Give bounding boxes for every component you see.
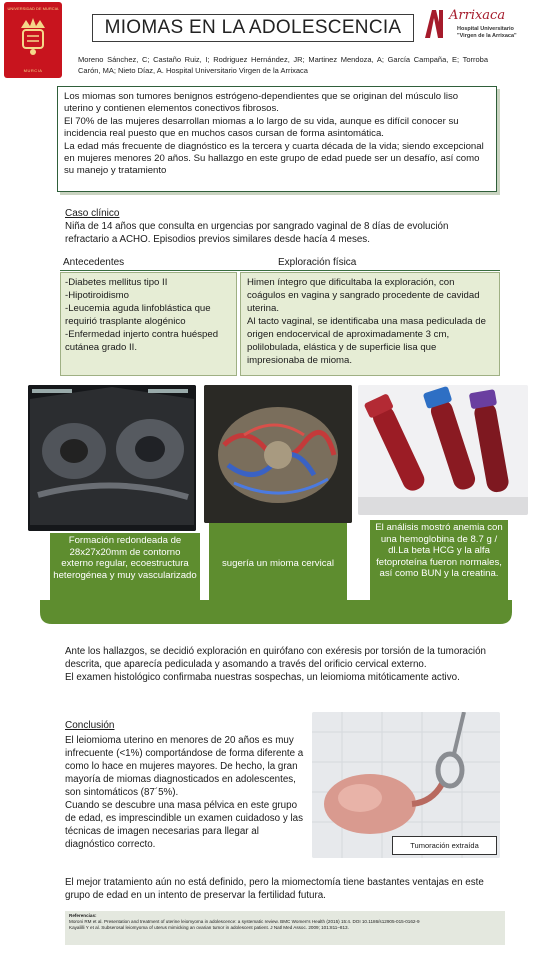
antecedente-item: -Enfermedad injerto contra huésped cutánea grado II. [65, 329, 219, 353]
antecedente-item: -Leucemia aguda linfoblástica que requirió trasplante alogénico [65, 303, 211, 327]
finding-ultrasound [50, 533, 200, 605]
finding-caption: sugería un mioma cervical [222, 558, 334, 570]
conclusion-paragraph: El leiomioma uterino en menores de 20 años es muy infrecuente (<1%) comportándose de forma diferente a como lo hace en mujeres mayores. De hecho, la gran mayoría de miomas diagnosticados en adolescentes, son sintomáticos (87´5%). [65, 735, 304, 798]
finding-labs [370, 520, 508, 606]
hospital-mark-icon [423, 8, 445, 40]
decision-paragraph: El examen histológico confirmaba nuestras sospechas, un leiomioma mitóticamente activo. [65, 672, 460, 683]
antecedente-item: -Diabetes mellitus tipo II [65, 277, 168, 288]
intro-paragraph: El 70% de las mujeres desarrollan miomas a lo largo de su vida, aunque es difícil conocer su incidencia real puesto que en muchos casos cursan de forma asintomática. [64, 115, 459, 140]
finding-caption: El análisis mostró anemia con una hemoglobina de 8.7 g / dl.La beta HCG y la alfa fetoproteína fueron normales, así como BUN y la creatina. [375, 522, 503, 579]
exploracion-text: Al tacto vaginal, se identificaba una masa pediculada de origen endocervical de aproximadamente 3 cm, polilobulada, elástica y de superficie lisa que impresionaba de mioma. [247, 316, 486, 366]
blood-tubes-image [358, 385, 528, 515]
hospital-logo: Arrixaca Hospital Universitario "Virgen de la Arrixaca" [421, 4, 533, 46]
intro-paragraph: Los miomas son tumores benignos estrógeno-dependientes que se originan del músculo liso uterino y contienen elementos conectivos fibrosos. [64, 91, 459, 115]
finding-doppler [209, 523, 347, 605]
exploracion-heading: Exploración física [278, 257, 357, 268]
exploracion-box [240, 272, 500, 376]
doppler-image [204, 385, 352, 523]
case-heading: Caso clínico [65, 208, 120, 219]
reference-item: Kayalilli Y et al. Subserosal leiomyoma of uterus mimicking an ovarian tumor in adolescent patient. J Natl Med Assoc. 2009; 101:811–813. [69, 925, 349, 931]
conclusion-heading: Conclusión [65, 720, 115, 731]
antecedentes-box [60, 272, 237, 376]
surgery-caption: Tumoración extraída [392, 836, 497, 855]
antecedente-item: -Hipotiroidismo [65, 290, 129, 301]
reference-item: Moroni RM et al. Presentation and treatment of uterine leiomyoma in adolescence: a systematic review. BMC Women's Health (2015) 15:4. DOI 10.1186/s12905-015-0162-9 [69, 919, 420, 925]
references-heading: Referencias: [69, 913, 97, 918]
authors-line: Moreno Sánchez, C; Castaño Ruiz, I; Rodriguez Hernández, JR; Martinez Mendoza, A; García Campaña, E; Torroba Carón, MA; Nieto Díaz, A. Hospital Universitario Virgen de la Arrixaca [78, 55, 488, 75]
university-logo: UNIVERSIDAD DE MURCIA MURCIA [4, 2, 62, 78]
exploracion-text: Himen íntegro que dificultaba la exploración, con coágulos en vagina y sangrado procedente de cavidad uterina. [247, 277, 480, 314]
intro-paragraph: La edad más frecuente de diagnóstico es la tercera y cuarta década de la vida; siendo excepcional en mujeres menores 20 años. Su hallazgo en este grupo de edad puede ser un desafío, así como su manejo y tratamiento [64, 140, 484, 177]
poster-title: MIOMAS EN LA ADOLESCENCIA [92, 14, 414, 42]
conclusion-paragraph: Cuando se descubre una masa pélvica en este grupo de edad, es imprescindible un examen cuidadoso y las técnicas de imagen necesarias para llegar al diagnóstico correcto. [65, 800, 303, 850]
case-text: Niña de 14 años que consulta en urgencias por sangrado vaginal de 8 días de evolución refractario a ACHO. Episodios previos similares desde hacía 4 meses. [65, 221, 449, 245]
section-divider [60, 270, 500, 271]
decision-paragraph: Ante los hallazgos, se decidió exploración en quirófano con exéresis por torsión de la tumoración descrita, que aparecía pediculada y asomando a través del orificio cervical externo. [65, 646, 486, 670]
crest-icon [18, 16, 48, 56]
decision-text [65, 645, 497, 684]
references-box [65, 911, 505, 945]
conclusion-text [65, 734, 305, 851]
ultrasound-image [28, 385, 196, 531]
final-text: El mejor tratamiento aún no está definido, pero la miomectomía tiene bastantes ventajas en este grupo de edad en un intento de preservar la fertilidad futura. [65, 877, 484, 901]
finding-caption: Formación redondeada de 28x27x20mm de contorno externo regular, ecoestructura heterogénea y muy vascularizado [53, 535, 197, 581]
antecedentes-heading: Antecedentes [63, 257, 125, 268]
intro-box [57, 86, 497, 192]
